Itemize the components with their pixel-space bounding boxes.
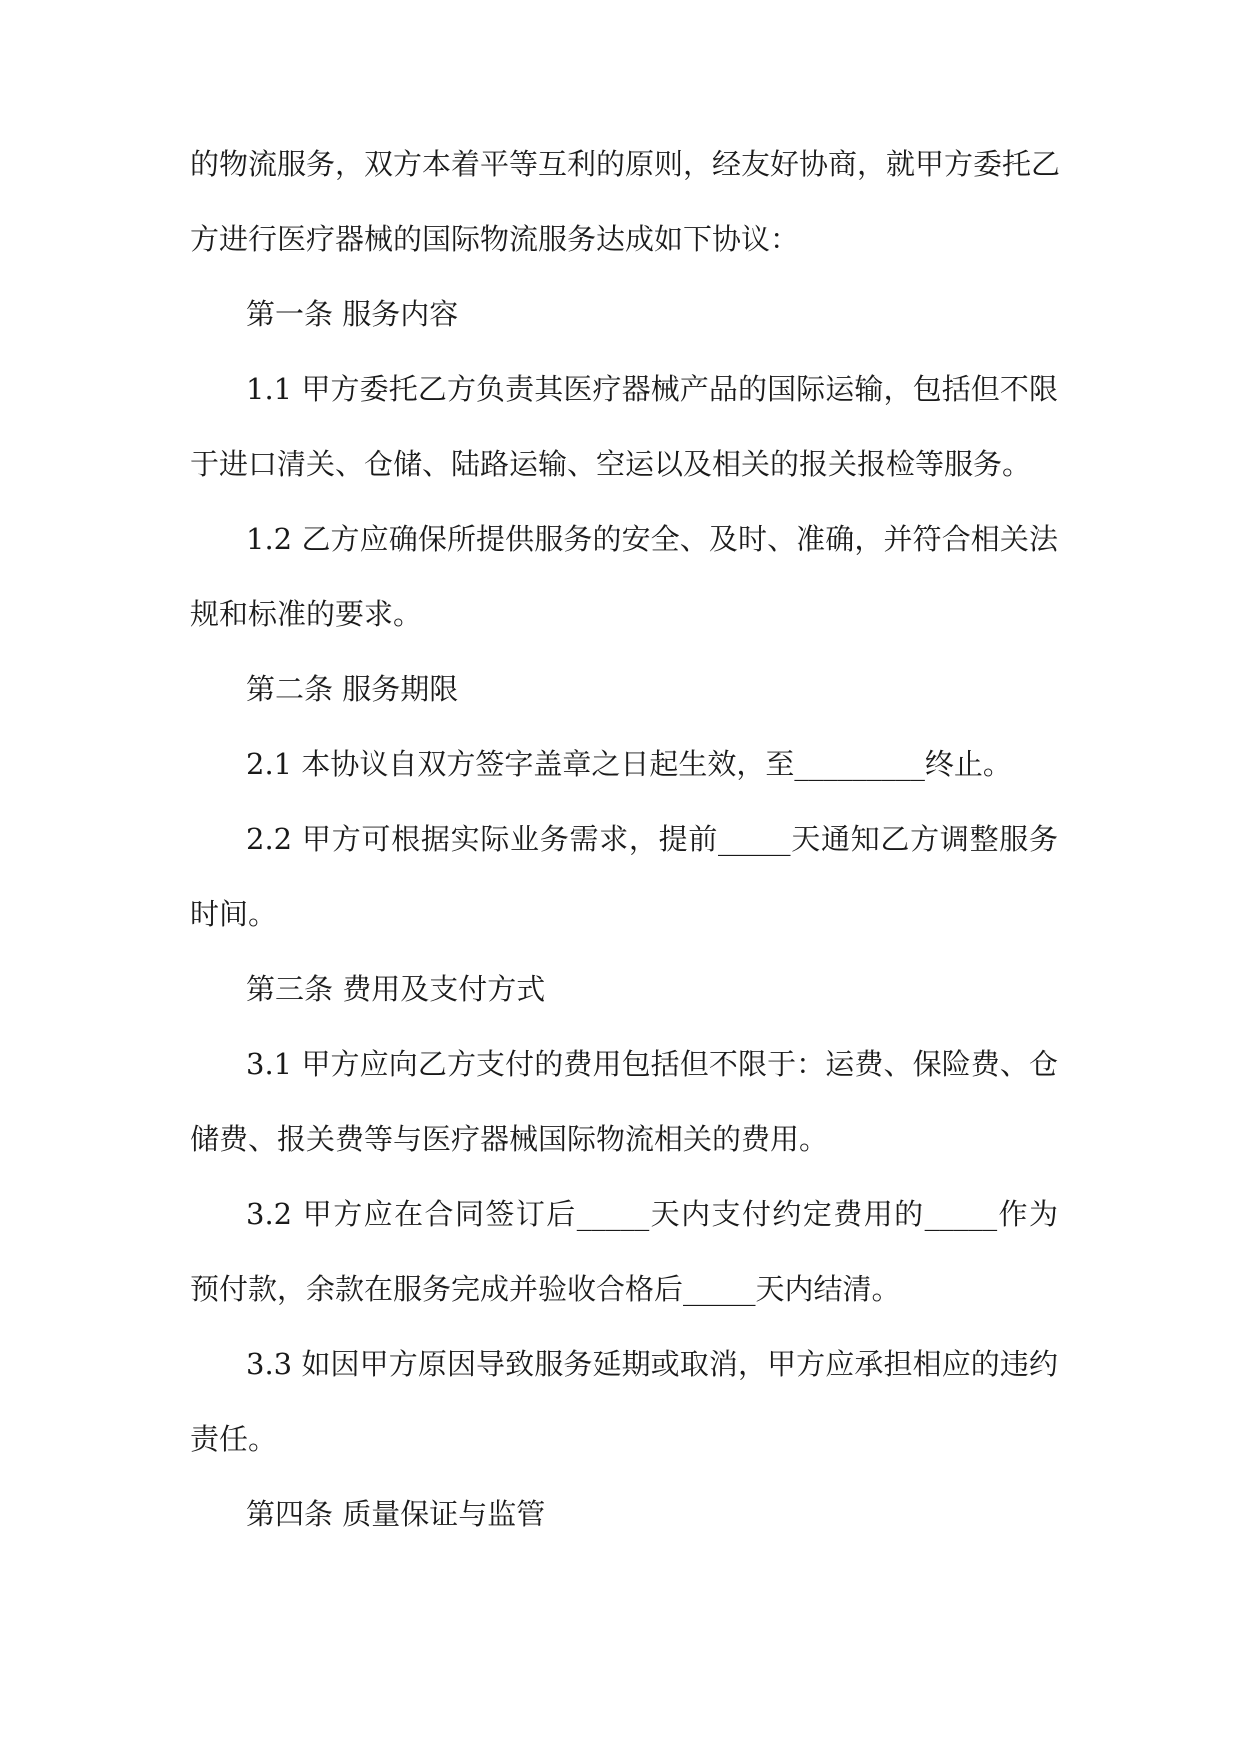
clause-2-2-line: 时间。 [190, 897, 278, 931]
clause-2-2-line: 2.2 甲方可根据实际业务需求，提前_____天通知乙方调整服务 [246, 822, 1058, 856]
clause-1-1-line: 于进口清关、仓储、陆路运输、空运以及相关的报关报检等服务。 [190, 447, 1032, 481]
clause-3-1-line: 储费、报关费等与医疗器械国际物流相关的费用。 [190, 1122, 829, 1156]
clause-1-2-line: 1.2 乙方应确保所提供服务的安全、及时、准确，并符合相关法 [246, 522, 1058, 556]
clause-3-3-line: 3.3 如因甲方原因导致服务延期或取消，甲方应承担相应的违约 [246, 1347, 1058, 1381]
section-heading-4: 第四条 质量保证与监管 [246, 1497, 546, 1531]
clause-1-2-line: 规和标准的要求。 [190, 597, 423, 631]
document-body [190, 140, 1061, 1565]
clause-3-2-line: 3.2 甲方应在合同签订后_____天内支付约定费用的_____作为 [246, 1197, 1058, 1231]
clause-3-1-line: 3.1 甲方应向乙方支付的费用包括但不限于：运费、保险费、仓 [246, 1047, 1058, 1081]
section-heading-3: 第三条 费用及支付方式 [246, 972, 546, 1006]
clause-2-1-line: 2.1 本协议自双方签字盖章之日起生效，至_________终止。 [246, 747, 1012, 781]
clause-3-2-line: 预付款，余款在服务完成并验收合格后_____天内结清。 [190, 1272, 901, 1306]
clause-3-3-line: 责任。 [190, 1422, 278, 1456]
paragraph-line: 的物流服务，双方本着平等互利的原则，经友好协商，就甲方委托乙 [190, 147, 1061, 181]
paragraph-line: 方进行医疗器械的国际物流服务达成如下协议： [190, 222, 800, 256]
section-heading-2: 第二条 服务期限 [246, 672, 459, 706]
clause-1-1-line: 1.1 甲方委托乙方负责其医疗器械产品的国际运输，包括但不限 [246, 372, 1058, 406]
section-heading-1: 第一条 服务内容 [246, 297, 459, 331]
